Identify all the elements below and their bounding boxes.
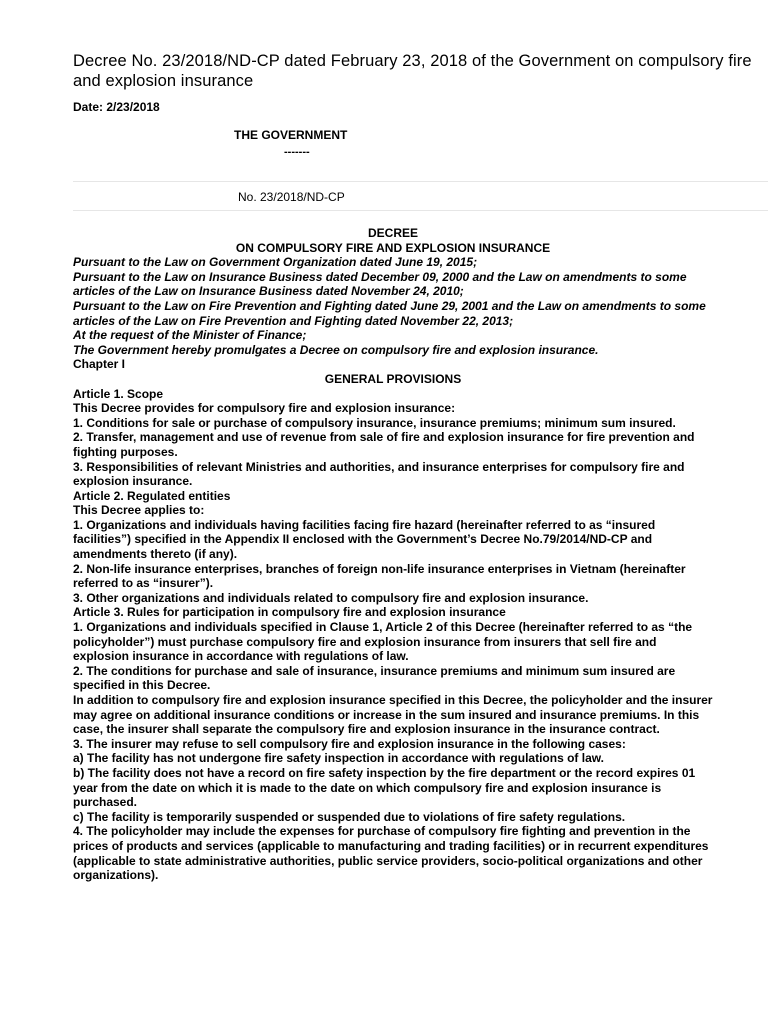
article-3-title: Article 3. Rules for participation in compulsory fire and explosion insurance — [73, 605, 506, 620]
preamble-line: Pursuant to the Law on Government Organization dated June 19, 2015; — [73, 255, 478, 270]
chapter-title: GENERAL PROVISIONS — [324, 371, 462, 386]
decree-number: No. 23/2018/ND-CP — [238, 190, 345, 204]
decree-heading: DECREE — [367, 226, 418, 240]
paragraph: 1. Organizations and individuals specified in Clause 1, Article 2 of this Decree (hereinafter referred to as “the policyholder”) must purchase compulsory fire and explosion insurance from insurers that sell fire and explosion insurance in accordance with regulations of law. — [73, 620, 693, 664]
article-2-title: Article 2. Regulated entities — [73, 488, 231, 503]
paragraph: b) The facility does not have a record on fire safety inspection by the fire department or the record expires 01 year from the date on which it is made to the date on which compulsory fire and explosion insurance is purchased. — [73, 765, 696, 810]
issuer-separator: ------- — [284, 146, 310, 158]
preamble-line: Pursuant to the Law on Fire Prevention and Fighting dated June 29, 2001 and the Law on amendments to some articles of the Law on Fire Prevention and Fighting dated November 22, 2013; — [73, 298, 706, 328]
paragraph: 3. Other organizations and individuals related to compulsory fire and explosion insurance. — [73, 590, 589, 605]
paragraph: 2. Non-life insurance enterprises, branches of foreign non-life insurance enterprises in Vietnam (hereinafter referred to as “insurer”). — [73, 561, 686, 591]
paragraph: 1. Conditions for sale or purchase of compulsory insurance, insurance premiums; minimum sum insured. — [73, 415, 676, 430]
divider-top — [73, 181, 768, 182]
preamble-line: The Government hereby promulgates a Decree on compulsory fire and explosion insurance. — [73, 342, 599, 357]
paragraph: 3. Responsibilities of relevant Ministries and authorities, and insurance enterprises for compulsory fire and explosion insurance. — [73, 459, 685, 489]
article-1-title: Article 1. Scope — [73, 386, 164, 401]
preamble-line: Pursuant to the Law on Insurance Business dated December 09, 2000 and the Law on amendments to some articles of the Law on Insurance Business dated November 24, 2010; — [73, 269, 687, 299]
document-date: Date: 2/23/2018 — [73, 100, 160, 114]
paragraph: 2. Transfer, management and use of revenue from sale of fire and explosion insurance for fire prevention and fighting purposes. — [73, 430, 695, 459]
preamble-line: At the request of the Minister of Finance; — [73, 328, 307, 343]
chapter-label: Chapter I — [73, 357, 126, 372]
paragraph: 4. The policyholder may include the expenses for purchase of compulsory fire fighting and prevention in the prices of products and services (applicable to manufacturing and trading facilities) or in recurrent expenditures (applicable to state administrative authorities, public service providers, socio-political organizations and other organizations). — [73, 824, 709, 883]
decree-subject: ON COMPULSORY FIRE AND EXPLOSION INSURANCE — [235, 240, 551, 255]
paragraph: 2. The conditions for purchase and sale of insurance, insurance premiums and minimum sum insured are specified in this Decree. — [73, 663, 676, 693]
issuer-name: THE GOVERNMENT — [234, 128, 348, 142]
paragraph: 3. The insurer may refuse to sell compulsory fire and explosion insurance in the following cases: — [73, 736, 626, 751]
paragraph: c) The facility is temporarily suspended or suspended due to violations of fire safety regulations. — [73, 809, 626, 824]
paragraph: This Decree applies to: — [73, 503, 205, 518]
divider-bottom — [73, 210, 768, 211]
paragraph: a) The facility has not undergone fire safety inspection in accordance with regulations of law. — [73, 751, 604, 766]
paragraph: 1. Organizations and individuals having facilities facing fire hazard (hereinafter referred to as “insured facilities”) specified in the Appendix II enclosed with the Government’s Decree No.79/2014/ND-CP and amendments thereto (if any). — [73, 517, 656, 562]
document-title: Decree No. 23/2018/ND-CP dated February 23, 2018 of the Government on compulsory fire and explosion insurance — [73, 52, 752, 90]
decree-body — [73, 226, 713, 883]
paragraph: In addition to compulsory fire and explosion insurance specified in this Decree, the policyholder and the insurer may agree on additional insurance conditions or increase in the sum insured and insurance premiums. In this case, the insurer shall separate the compulsory fire and explosion insurance in the insurance contract. — [73, 693, 713, 737]
paragraph: This Decree provides for compulsory fire and explosion insurance: — [73, 401, 456, 416]
